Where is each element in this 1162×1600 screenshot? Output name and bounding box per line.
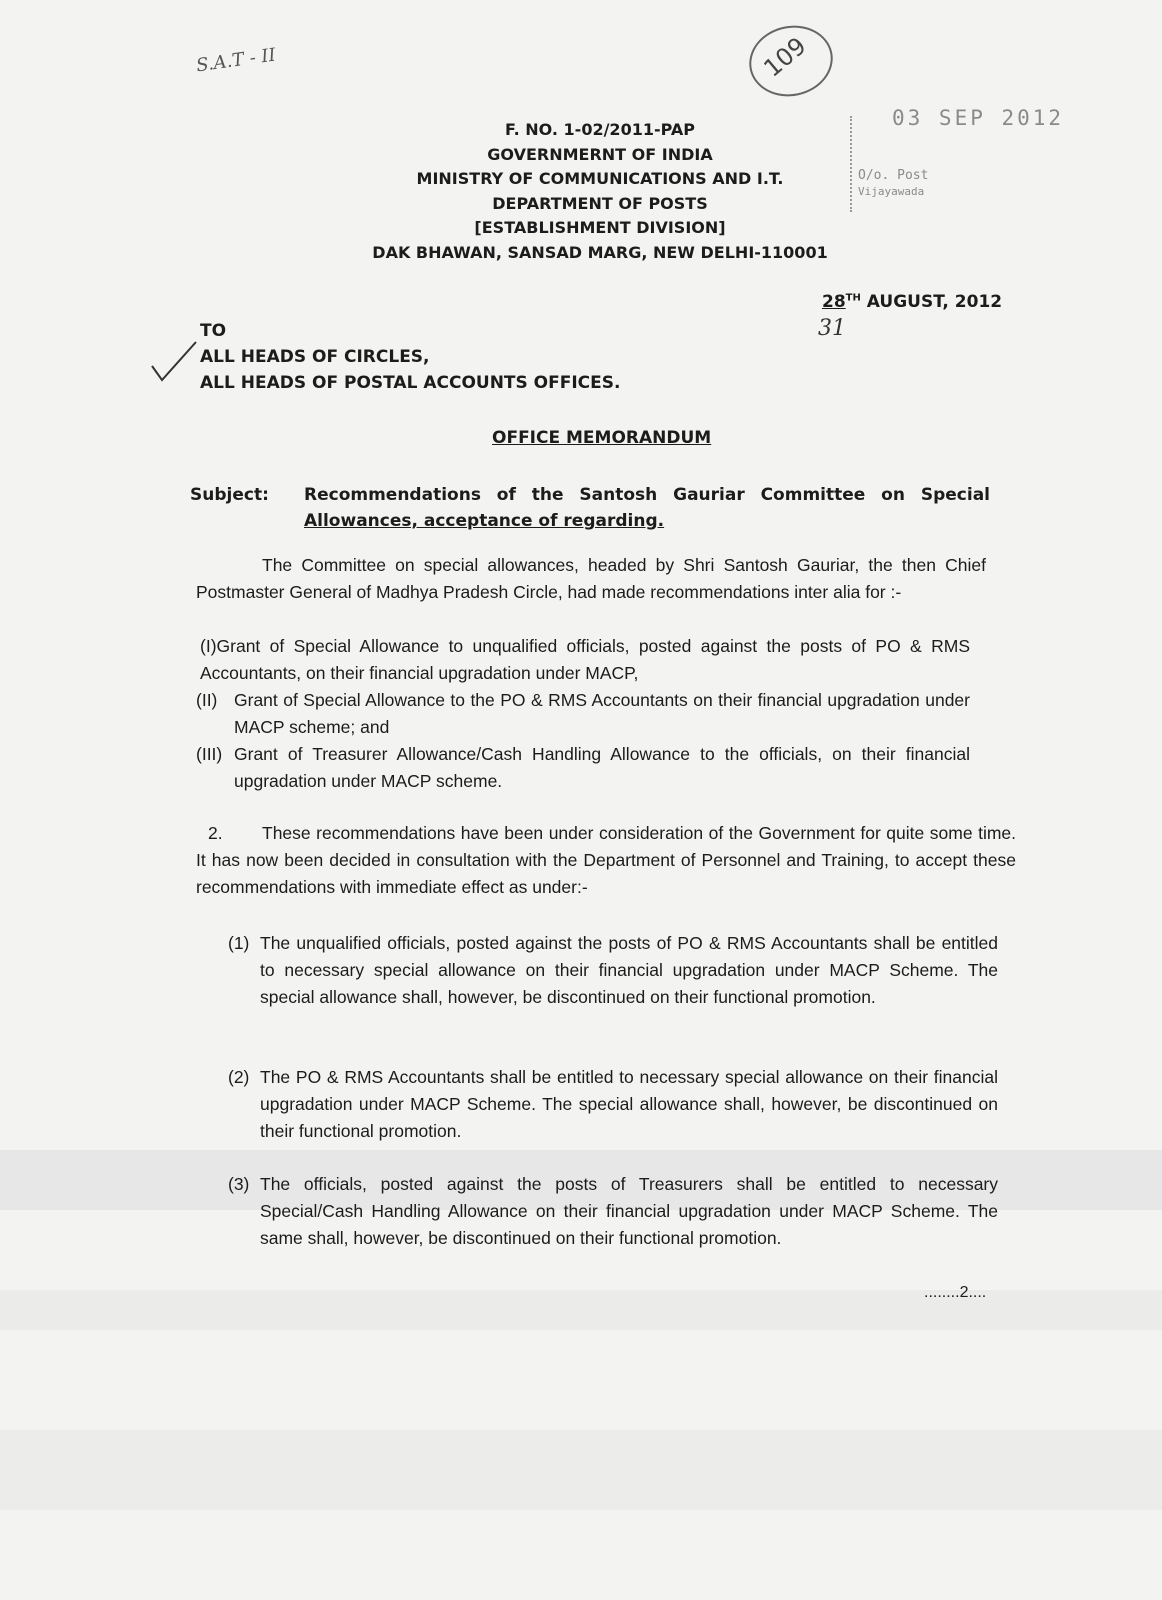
list-item-number: (1) — [228, 933, 250, 953]
received-stamp-date: 03 SEP 2012 — [892, 106, 1065, 130]
letterhead — [340, 118, 860, 265]
list-item — [228, 1171, 998, 1252]
paragraph-2-text — [196, 820, 1016, 901]
recipients — [200, 318, 620, 396]
handwritten-date: 31 — [818, 316, 846, 341]
circled-number: 109 — [758, 31, 812, 83]
memo-title: OFFICE MEMORANDUM — [492, 428, 712, 448]
list-item — [228, 930, 998, 1011]
list-item-body: The officials, posted against the posts of Treasurers shall be entitled to necessary Special/Cash Handling Allowance on their financial upgradation under MACP Scheme. The same shall, however, be discontinued on their functional promotion. — [260, 1174, 998, 1248]
list-item — [228, 1064, 998, 1145]
subject-line-1: Recommendations of the Santosh Gauriar Committee on Special — [304, 485, 990, 505]
list-item — [200, 633, 970, 687]
circled-number-stamp — [743, 18, 840, 104]
list-item-body: Grant of Treasurer Allowance/Cash Handling Allowance to the officials, on their financial upgradation under MACP scheme. — [234, 744, 970, 791]
ministry-name: MINISTRY OF COMMUNICATIONS AND I.T. — [416, 169, 784, 188]
date-day: 28 — [822, 292, 846, 312]
list-item-body: The unqualified officials, posted against the posts of PO & RMS Accountants shall be entitled to necessary special allowance on their financial upgradation under MACP Scheme. The special allowance shall, however, be discontinued on their functional promotion. — [260, 933, 998, 1007]
margin-scribble: S.A.T - II — [194, 44, 277, 77]
list-item — [196, 687, 970, 741]
list-item-body: Grant of Special Allowance to the PO & RMS Accountants on their financial upgradation under MACP scheme; and — [234, 690, 970, 737]
recipient-line-1: ALL HEADS OF CIRCLES, — [200, 347, 430, 367]
department-name: DEPARTMENT OF POSTS — [492, 193, 708, 213]
continuation-marker: ........2.... — [924, 1284, 987, 1301]
government-name: GOVERNMERNT OF INDIA — [487, 144, 713, 164]
subject-label: Subject: — [190, 485, 269, 505]
memo-date — [822, 292, 1002, 312]
file-number: F. NO. 1-02/2011-PAP — [505, 120, 695, 139]
paragraph-1 — [196, 552, 986, 606]
recipient-line-2: ALL HEADS OF POSTAL ACCOUNTS OFFICES. — [200, 373, 621, 393]
subject-line-2: Allowances, acceptance of regarding. — [304, 511, 665, 531]
list-item-number: (III) — [196, 744, 223, 764]
list-item-number: (II) — [196, 690, 218, 710]
list-item-number: (I) — [200, 636, 217, 656]
scan-band — [0, 1430, 1162, 1510]
list-item-number: (3) — [228, 1174, 250, 1194]
list-item — [196, 741, 970, 795]
received-stamp-office — [858, 168, 928, 200]
received-stamp-office-line2: Vijayawada — [858, 185, 925, 198]
received-stamp-office-line1: O/o. Post — [858, 168, 929, 183]
to-label: TO — [200, 321, 227, 341]
date-suffix: TH — [845, 292, 861, 304]
address: DAK BHAWAN, SANSAD MARG, NEW DELHI-110001 — [372, 242, 828, 262]
list-item-number: (2) — [228, 1067, 250, 1087]
division-name: [ESTABLISHMENT DIVISION] — [474, 218, 726, 237]
checkmark-icon — [150, 338, 200, 384]
date-rest: AUGUST, 2012 — [860, 292, 1003, 312]
list-item-text — [200, 633, 970, 687]
scan-band — [0, 1290, 1162, 1330]
paragraph-2-body: These recommendations have been under consideration of the Government for quite some time. It has now been decided in consultation with the Department of Personnel and Training, to accept these recommendations with immediate effect as under:- — [196, 823, 1016, 897]
paragraph-1-intro: The Committee on special allowances, headed by Shri Santosh Gauriar, the then Chief Postmaster General of Madhya Pradesh Circle, had made recommendations inter alia for :- — [196, 555, 986, 602]
list-item-body: The PO & RMS Accountants shall be entitled to necessary special allowance on their financial upgradation under MACP Scheme. The special allowance shall, however, be discontinued on their functional promotion. — [260, 1067, 998, 1141]
paragraph-2 — [196, 820, 1016, 901]
paragraph-2-number: 2. — [208, 823, 223, 843]
list-item-body: Grant of Special Allowance to unqualified officials, posted against the posts of PO & RMS Accountants, on their financial upgradation under MACP, — [200, 636, 970, 683]
